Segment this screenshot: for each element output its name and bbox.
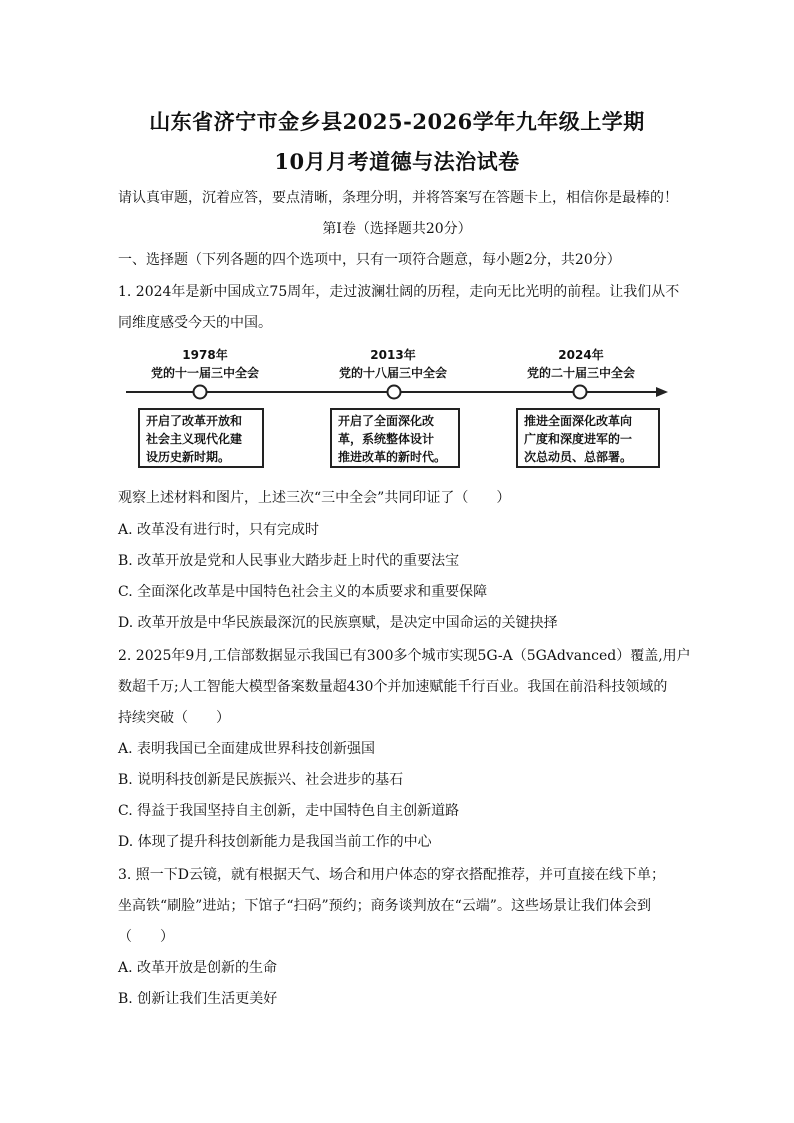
q2-stem-line1: 2. 2025年9月,工信部数据显示我国已有300多个城市实现5G-A（5GAdvanced）覆盖,用户 <box>118 648 691 664</box>
timeline-box-1-line: 设历史新时期。 <box>146 450 231 464</box>
volume-heading: 第Ⅰ卷（选择题共20分） <box>322 221 472 237</box>
timeline-box-2-line: 推进改革的新时代。 <box>338 450 447 464</box>
timeline-box-3-line: 推进全面深化改革向 <box>524 414 633 428</box>
q2-option-d: D. 体现了提升科技创新能力是我国当前工作的中心 <box>118 834 432 850</box>
section-heading: 一、选择题（下列各题的四个选项中，只有一项符合题意，每小题2分，共20分） <box>118 252 621 268</box>
q1-option-c: C. 全面深化改革是中国特色社会主义的本质要求和重要保障 <box>118 584 488 600</box>
q1-question: 观察上述材料和图片，上述三次“三中全会”共同印证了（ ） <box>118 490 511 506</box>
timeline-year-2: 2013年 <box>370 348 416 362</box>
q3-option-b: B. 创新让我们生活更美好 <box>118 991 278 1007</box>
q1-option-d: D. 改革开放是中华民族最深沉的民族禀赋，是决定中国命运的关键抉择 <box>118 615 558 631</box>
q2-option-c: C. 得益于我国坚持自主创新，走中国特色自主创新道路 <box>118 803 460 819</box>
exam-title-line2: 10月月考道德与法治试卷 <box>274 149 520 174</box>
reform-timeline-figure <box>0 340 794 475</box>
timeline-box-2-line: 开启了全面深化改 <box>338 414 435 428</box>
q2-stem-line3: 持续突破（ ） <box>118 710 230 726</box>
timeline-box-1-line: 社会主义现代化建 <box>146 432 243 446</box>
q2-option-a: A. 表明我国已全面建成世界科技创新强国 <box>118 741 376 757</box>
timeline-box-3 <box>516 408 660 468</box>
timeline-box-3-line: 广度和深度进军的一 <box>524 432 633 446</box>
timeline-year-3: 2024年 <box>558 348 604 362</box>
timeline-node-2013 <box>388 386 401 399</box>
timeline-box-1 <box>138 408 264 468</box>
timeline-box-2 <box>330 408 460 468</box>
timeline-box-2-line: 革，系统整体设计 <box>338 432 435 446</box>
q3-option-a: A. 改革开放是创新的生命 <box>118 960 278 976</box>
q3-stem-line2: 坐高铁“刷脸”进站；下馆子“扫码”预约；商务谈判放在“云端”。这些场景让我们体会到 <box>118 898 651 914</box>
timeline-year-1: 1978年 <box>182 348 228 362</box>
timeline-node-1978 <box>194 386 207 399</box>
timeline-box-1-line: 开启了改革开放和 <box>146 414 243 428</box>
q2-option-b: B. 说明科技创新是民族振兴、社会进步的基石 <box>118 772 404 788</box>
q3-stem-line1: 3. 照一下D云镜，就有根据天气、场合和用户体态的穿衣搭配推荐，并可直接在线下单； <box>118 867 666 883</box>
timeline-event-1: 党的十一届三中全会 <box>150 366 259 380</box>
q2-stem-line2: 数超千万;人工智能大模型备案数量超430个并加速赋能千行百业。我国在前沿科技领域的 <box>118 679 668 695</box>
timeline-event-3: 党的二十届三中全会 <box>526 366 635 380</box>
instruction-text: 请认真审题，沉着应答，要点清晰，条理分明，并将答案写在答题卡上，相信你是最棒的！ <box>118 190 678 206</box>
q1-option-b: B. 改革开放是党和人民事业大踏步赶上时代的重要法宝 <box>118 553 460 569</box>
q1-stem-line1: 1. 2024年是新中国成立75周年，走过波澜壮阔的历程，走向无比光明的前程。让我们从不 <box>118 284 680 300</box>
timeline-box-3-line: 次总动员、总部署。 <box>524 450 633 464</box>
timeline-node-2024 <box>574 386 587 399</box>
q1-option-a: A. 改革没有进行时，只有完成时 <box>118 522 320 538</box>
timeline-event-2: 党的十八届三中全会 <box>338 366 447 380</box>
q1-stem-line2: 同维度感受今天的中国。 <box>118 315 272 331</box>
q3-stem-line3: （ ） <box>118 929 174 945</box>
exam-title-line1: 山东省济宁市金乡县2025-2026学年九年级上学期 <box>149 109 645 134</box>
